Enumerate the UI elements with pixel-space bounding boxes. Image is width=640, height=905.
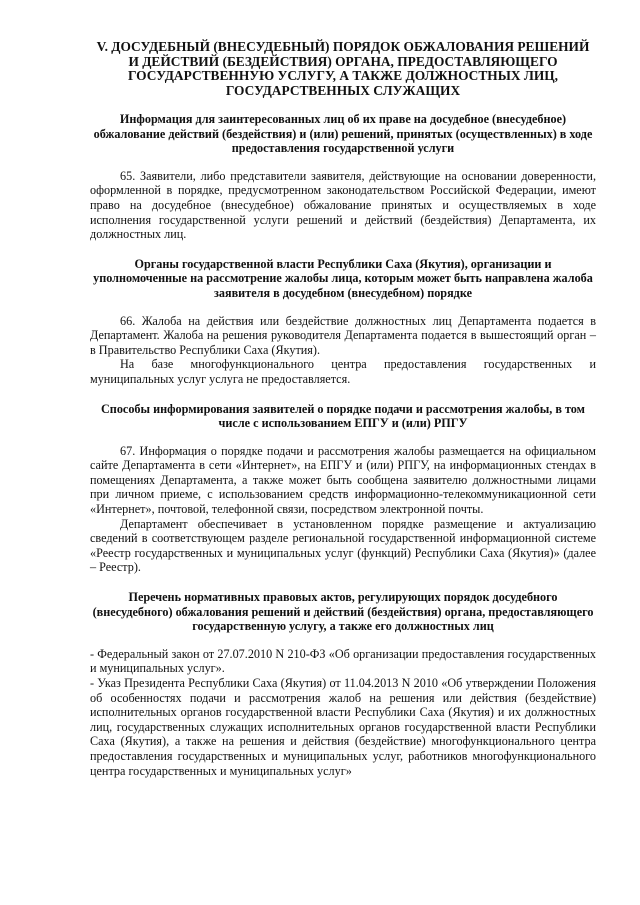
section-title: V. ДОСУДЕБНЫЙ (ВНЕСУДЕБНЫЙ) ПОРЯДОК ОБЖАЛОВАНИЯ РЕШЕНИЙ И ДЕЙСТВИЙ (БЕЗДЕЙСТВИЯ) ОРГАНА, ПРЕДОСТАВЛЯЮЩЕГО ГОСУДАРСТВЕННУЮ УСЛУГУ, А ТАКЖЕ ДОЛЖНОСТНЫХ ЛИЦ, ГОСУДАРСТВЕННЫХ СЛУЖАЩИХ xyxy=(96,39,590,98)
paragraph-67: 67. Информация о порядке подачи и рассмотрения жалобы размещается на официальном сайте Департамента в сети «Интернет», на ЕПГУ и (или) РПГУ, на информационных стендах в помещениях Департамента, а также может быть сообщена заявителю должностными лицами при личном приеме, с использованием средств информационно-телекоммуникационной сети «Интернет», почтовой, телефонной связи, посредством электронной почты. xyxy=(90,443,596,517)
list-item-presidential-decree: - Указ Президента Республики Саха (Якутия) от 11.04.2013 N 2010 «Об утверждении Положения об особенностях подачи и рассмотрения жалоб на решения или действия (бездействие) исполнительных органов государственной власти Республики Саха (Якутия) и их должностных лиц, государственных служащих исполнительных органов государственной власти Республики Саха (Якутия), а также на решения и действия (бездействие) многофункционального центра предоставления государственных и муниципальных услуг, работников многофункционального центра государственных и муниципальных услуг» xyxy=(90,676,596,778)
paragraph-66: 66. Жалоба на действия или бездействие должностных лиц Департамента подается в Департамент. Жалоба на решения руководителя Департамента подается в вышестоящий орган – в Правительство Республики Саха (Якутия). xyxy=(90,313,596,357)
subheading-legal-acts: Перечень нормативных правовых актов, регулирующих порядок досудебного (внесудебного) обжалования решений и действий (бездействия) органа, предоставляющего государственную услугу, а также его должностных лиц xyxy=(92,590,594,634)
list-item-federal-law: - Федеральный закон от 27.07.2010 N 210-ФЗ «Об организации предоставления государственных и муниципальных услуг». xyxy=(90,646,596,676)
subheading-informing-methods: Способы информирования заявителей о порядке подачи и рассмотрения жалобы, в том числе с использованием ЕПГУ и (или) РПГУ xyxy=(101,401,585,431)
subheading-complaint-rights: Информация для заинтересованных лиц об их праве на досудебное (внесудебное) обжалование действий (бездействия) и (или) решений, принятых (осуществленных) в ходе предоставления государственной услуги xyxy=(93,112,593,156)
paragraph-65: 65. Заявители, либо представители заявителя, действующие на основании доверенности, оформленной в порядке, предусмотренном законодательством Российской Федерации, имеют право на досудебное (внесудебное) обжалование принятых и осуществляемых в ходе исполнения государственной услуги решений и действий (бездействия) Департамента, их должностных лиц. xyxy=(90,168,596,242)
paragraph-66-mfc: На базе многофункционального центра предоставления государственных и муниципальных услуг услуга не предоставляется. xyxy=(90,357,596,386)
subheading-authorities: Органы государственной власти Республики Саха (Якутия), организации и уполномоченные на рассмотрение жалобы лица, которым может быть направлена жалоба заявителя в досудебном (внесудебном) порядке xyxy=(93,256,593,300)
paragraph-67-registry: Департамент обеспечивает в установленном порядке размещение и актуализацию сведений в соответствующем разделе региональной государственной информационной системе «Реестр государственных и муниципальных услуг (функций) Республики Саха (Якутия)» (далее – Реестр). xyxy=(90,516,596,575)
